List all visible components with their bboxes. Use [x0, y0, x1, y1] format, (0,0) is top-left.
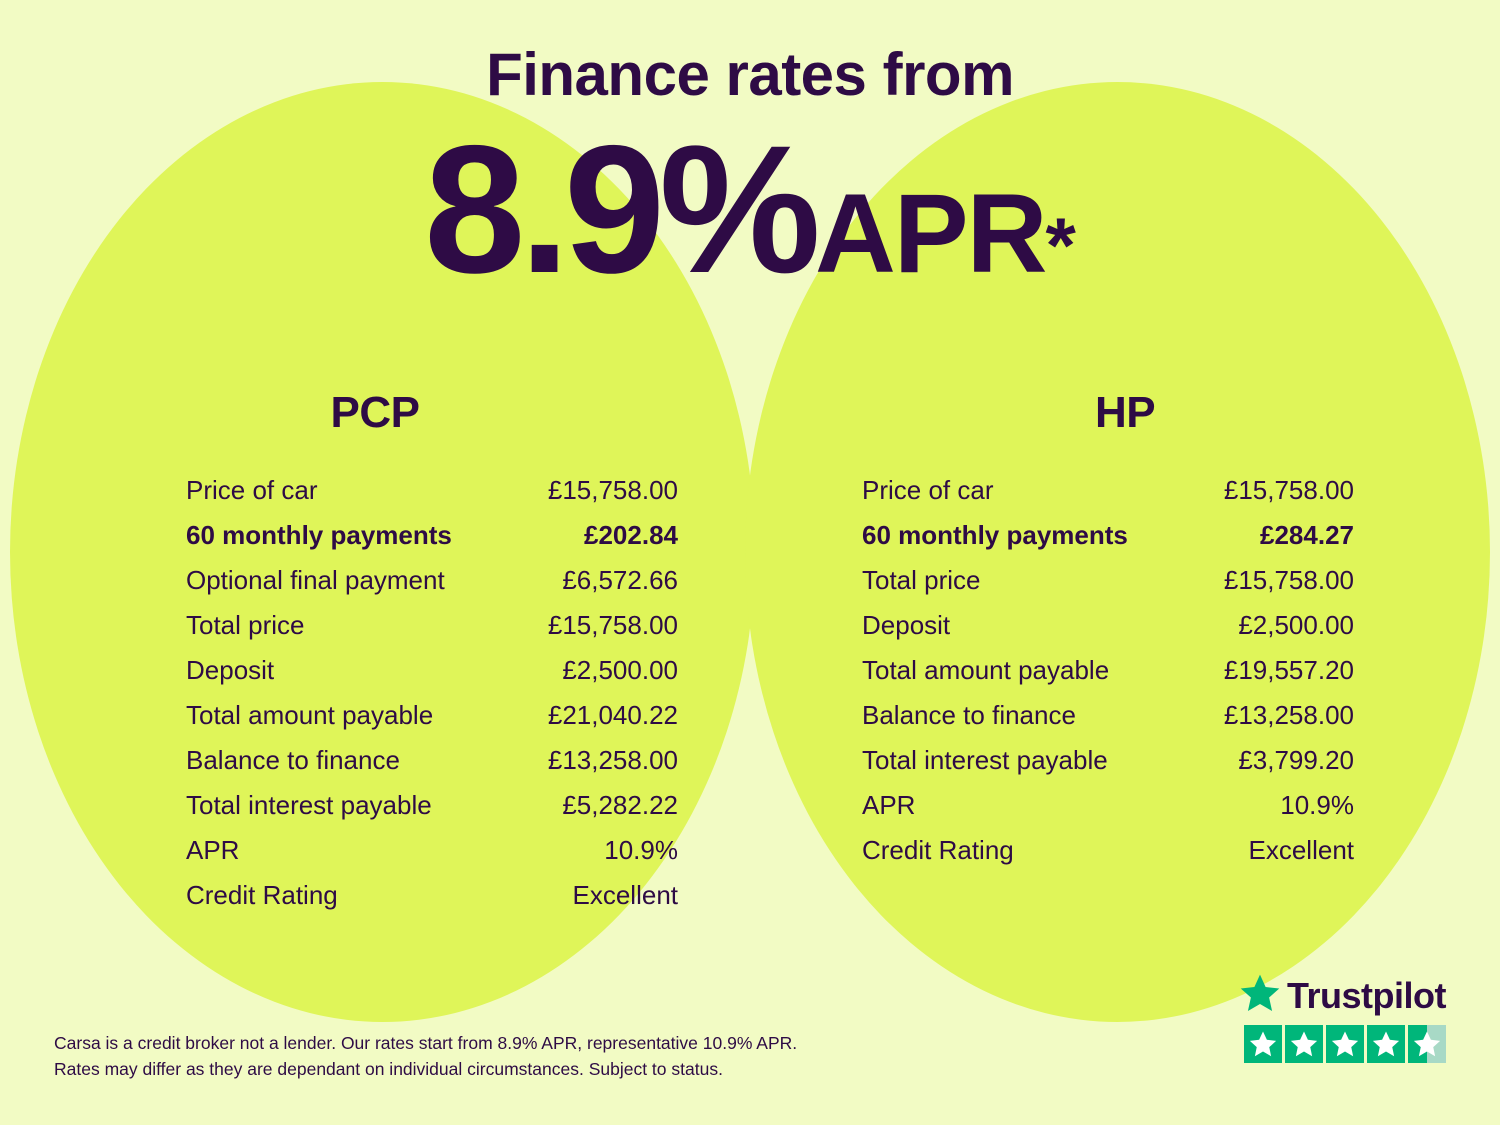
table-row: [862, 558, 1354, 603]
trustpilot-rating[interactable]: [1226, 972, 1446, 1063]
row-value: £3,799.20: [1238, 745, 1354, 775]
row-value: £2,500.00: [1238, 610, 1354, 640]
hp-table: [862, 468, 1354, 873]
disclaimer-line-2: Rates may differ as they are dependant on individual circumstances. Subject to status.: [54, 1059, 723, 1079]
row-label: Total interest payable: [186, 790, 432, 820]
apr-unit: APR: [815, 171, 1046, 296]
row-label: Deposit: [862, 610, 951, 640]
table-row: [862, 468, 1354, 513]
row-value: £284.27: [1260, 520, 1354, 550]
row-value: £15,758.00: [547, 610, 678, 640]
rating-star-half-icon: [1408, 1025, 1446, 1063]
row-label: 60 monthly payments: [862, 520, 1128, 550]
pcp-title: PCP: [330, 388, 420, 437]
trustpilot-star-icon: [1239, 972, 1281, 1019]
hp-column: [750, 388, 1500, 918]
hp-title: HP: [1094, 388, 1156, 437]
table-row: [862, 603, 1354, 648]
apr-asterisk: *: [1045, 201, 1076, 289]
table-row: [186, 648, 678, 693]
trustpilot-logo: [1226, 972, 1446, 1019]
row-label: Total price: [862, 565, 981, 595]
table-row: [862, 783, 1354, 828]
rating-star-icon: [1244, 1025, 1282, 1063]
table-row: [186, 693, 678, 738]
row-value: £15,758.00: [547, 475, 678, 505]
rating-star-icon: [1285, 1025, 1323, 1063]
finance-tables: [0, 388, 1500, 918]
apr-headline: [0, 107, 1500, 311]
table-row: [186, 783, 678, 828]
row-value: £2,500.00: [562, 655, 678, 685]
row-label: APR: [862, 790, 916, 820]
row-value: £202.84: [584, 520, 678, 550]
row-label: Price of car: [862, 475, 994, 505]
row-value: Excellent: [1248, 835, 1354, 865]
row-label: Optional final payment: [186, 565, 445, 595]
table-row: [862, 648, 1354, 693]
table-row: [186, 828, 678, 873]
pcp-column: [0, 388, 750, 918]
table-row: [186, 513, 678, 558]
table-row: [186, 873, 678, 918]
row-label: 60 monthly payments: [186, 520, 452, 550]
row-label: Total price: [186, 610, 305, 640]
rating-star-icon: [1367, 1025, 1405, 1063]
table-row: [186, 738, 678, 783]
table-row: [862, 828, 1354, 873]
row-label: Deposit: [186, 655, 275, 685]
table-row: [186, 603, 678, 648]
page-title: Finance rates from: [486, 41, 1014, 108]
trustpilot-stars: [1226, 1025, 1446, 1063]
table-row: [186, 468, 678, 513]
row-label: Credit Rating: [186, 880, 338, 910]
table-row: [862, 513, 1354, 558]
row-value: £15,758.00: [1223, 565, 1354, 595]
row-label: Balance to finance: [186, 745, 400, 775]
row-value: £5,282.22: [562, 790, 678, 820]
table-row: [862, 693, 1354, 738]
row-label: APR: [186, 835, 240, 865]
row-label: Credit Rating: [862, 835, 1014, 865]
row-label: Balance to finance: [862, 700, 1076, 730]
trustpilot-name: Trustpilot: [1287, 974, 1446, 1016]
row-value: 10.9%: [1280, 790, 1354, 820]
rating-star-icon: [1326, 1025, 1364, 1063]
row-value: £21,040.22: [547, 700, 678, 730]
row-value: £15,758.00: [1223, 475, 1354, 505]
row-value: £6,572.66: [562, 565, 678, 595]
disclaimer: [54, 1030, 854, 1082]
table-row: [186, 558, 678, 603]
row-value: £13,258.00: [547, 745, 678, 775]
row-label: Total interest payable: [862, 745, 1108, 775]
row-label: Total amount payable: [862, 655, 1110, 685]
row-label: Total amount payable: [186, 700, 434, 730]
row-value: 10.9%: [604, 835, 678, 865]
row-value: £19,557.20: [1223, 655, 1354, 685]
row-value: Excellent: [572, 880, 678, 910]
apr-value: 8.9%: [424, 107, 815, 311]
disclaimer-line-1: Carsa is a credit broker not a lender. Our rates start from 8.9% APR, representative 10.9% APR.: [54, 1033, 798, 1053]
row-value: £13,258.00: [1223, 700, 1354, 730]
table-row: [862, 738, 1354, 783]
pcp-table: [186, 468, 678, 918]
row-label: Price of car: [186, 475, 318, 505]
